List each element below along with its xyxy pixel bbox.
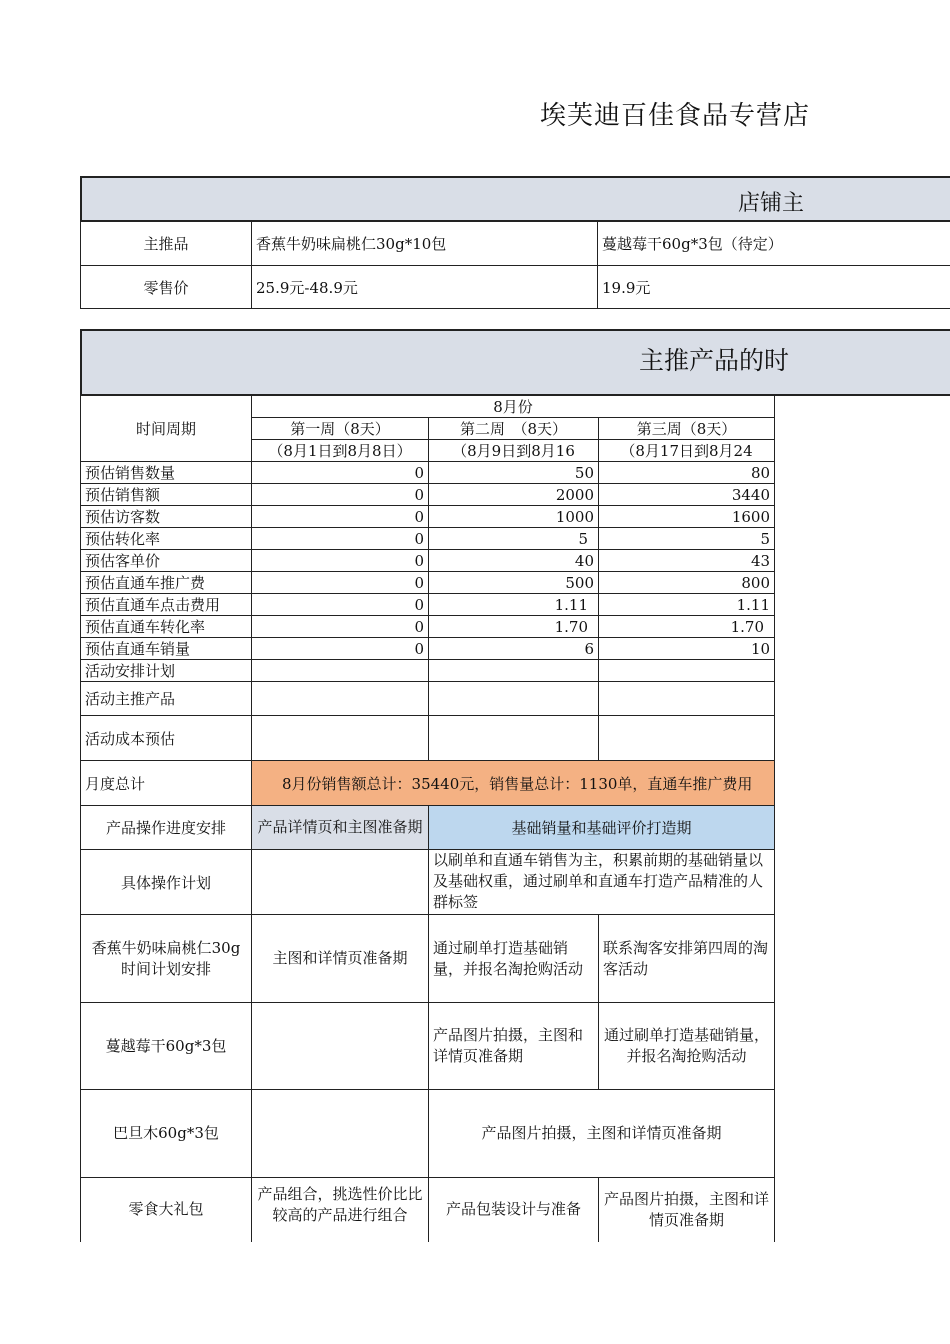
metric-label: 预估直通车转化率 [81, 616, 252, 638]
empty-cell [252, 660, 429, 682]
metric-label: 预估直通车点击费用 [81, 594, 252, 616]
section2-band [80, 329, 950, 396]
month-label: 8月份 [252, 396, 775, 418]
section1-band [80, 176, 950, 222]
empty-cell [599, 716, 775, 761]
product-week2: 产品包装设计与准备 [429, 1178, 599, 1242]
week3-name: 第三周（8天） [599, 418, 775, 440]
progress-week1: 产品详情页和主图准备期 [252, 806, 429, 850]
product-week1 [252, 1090, 429, 1178]
product-week3: 联系淘客安排第四周的淘客活动 [599, 915, 775, 1003]
product-week23: 产品图片拍摄，主图和详情页准备期 [429, 1090, 775, 1178]
retail-price-1: 25.9元-48.9元 [252, 266, 598, 309]
empty-cell [599, 682, 775, 716]
product-label: 零食大礼包 [81, 1178, 252, 1242]
section2-band-title: 主推产品的时 [639, 346, 790, 375]
empty-cell [599, 660, 775, 682]
section1-band-title: 店铺主 [738, 191, 805, 216]
table-row [81, 528, 775, 550]
week1-name: 第一周（8天） [252, 418, 429, 440]
progress-label: 产品操作进度安排 [81, 806, 252, 850]
metric-value: 0 [252, 550, 429, 572]
metric-value: 0 [252, 506, 429, 528]
metric-value: 0 [252, 528, 429, 550]
metric-label: 预估直通车销量 [81, 638, 252, 660]
metric-value: 0 [252, 616, 429, 638]
metric-value: 43 [599, 550, 775, 572]
metric-value: 3440 [599, 484, 775, 506]
metric-value: 1.70 [599, 616, 775, 638]
table-row [81, 222, 950, 266]
main-product-1: 香蕉牛奶味扁桃仁30g*10包 [252, 222, 598, 266]
table-row [81, 484, 775, 506]
metric-label: 预估转化率 [81, 528, 252, 550]
activity-plan-label: 活动安排计划 [81, 660, 252, 682]
product-week3: 通过刷单打造基础销量，并报名淘抢购活动 [599, 1003, 775, 1090]
week2-name: 第二周 （8天） [429, 418, 599, 440]
retail-price-2: 19.9元 [598, 266, 950, 309]
table-row [81, 616, 775, 638]
metric-value: 2000 [429, 484, 599, 506]
table-row [81, 396, 775, 418]
table-row [81, 806, 775, 850]
metric-value: 1.11 [599, 594, 775, 616]
row-label-main-product: 主推品 [81, 222, 252, 266]
row-label-retail-price: 零售价 [81, 266, 252, 309]
section2-table [80, 395, 775, 1242]
metric-value: 800 [599, 572, 775, 594]
week2-range: （8月9日到8月16 [429, 440, 599, 462]
section1-table [80, 221, 950, 309]
table-row [81, 1090, 775, 1178]
week3-range: （8月17日到8月24 [599, 440, 775, 462]
metric-value: 5 [599, 528, 775, 550]
metric-value: 0 [252, 462, 429, 484]
activity-product-label: 活动主推产品 [81, 682, 252, 716]
table-row [81, 850, 775, 915]
plan-label: 具体操作计划 [81, 850, 252, 915]
metric-value: 1.11 [429, 594, 599, 616]
main-product-2: 蔓越莓干60g*3包（待定） [598, 222, 950, 266]
table-row [81, 915, 775, 1003]
table-row [81, 638, 775, 660]
metric-value: 500 [429, 572, 599, 594]
empty-cell [252, 716, 429, 761]
period-label: 时间周期 [81, 396, 252, 462]
metric-value: 0 [252, 484, 429, 506]
metric-value: 5 [429, 528, 599, 550]
table-row [81, 572, 775, 594]
table-row [81, 660, 775, 682]
empty-cell [429, 716, 599, 761]
product-week3: 产品图片拍摄，主图和详情页准备期 [599, 1178, 775, 1242]
product-week2: 产品图片拍摄，主图和详情页准备期 [429, 1003, 599, 1090]
metric-value: 40 [429, 550, 599, 572]
table-row [81, 682, 775, 716]
table-row [81, 761, 775, 806]
metric-value: 1000 [429, 506, 599, 528]
table-row [81, 266, 950, 309]
metric-label: 预估访客数 [81, 506, 252, 528]
metric-label: 预估客单价 [81, 550, 252, 572]
metric-label: 预估销售数量 [81, 462, 252, 484]
metric-label: 预估直通车推广费 [81, 572, 252, 594]
table-row [81, 506, 775, 528]
product-label: 蔓越莓干60g*3包 [81, 1003, 252, 1090]
metric-label: 预估销售额 [81, 484, 252, 506]
product-week1: 主图和详情页准备期 [252, 915, 429, 1003]
table-row [81, 550, 775, 572]
metric-value: 50 [429, 462, 599, 484]
store-title: 埃芙迪百佳食品专营店 [540, 101, 811, 131]
empty-cell [252, 682, 429, 716]
product-label: 香蕉牛奶味扁桃仁30g时间计划安排 [81, 915, 252, 1003]
empty-cell [252, 850, 429, 915]
table-row [81, 716, 775, 761]
metric-value: 0 [252, 594, 429, 616]
activity-cost-label: 活动成本预估 [81, 716, 252, 761]
plan-text: 以刷单和直通车销售为主，积累前期的基础销量以及基础权重，通过刷单和直通车打造产品精准的人群标签 [429, 850, 775, 915]
product-week1: 产品组合，挑选性价比比较高的产品进行组合 [252, 1178, 429, 1242]
product-label: 巴旦木60g*3包 [81, 1090, 252, 1178]
metric-value: 0 [252, 638, 429, 660]
product-week1 [252, 1003, 429, 1090]
table-row [81, 1178, 775, 1242]
empty-cell [429, 660, 599, 682]
metric-value: 1600 [599, 506, 775, 528]
table-row [81, 462, 775, 484]
table-row [81, 1003, 775, 1090]
monthly-total-label: 月度总计 [81, 761, 252, 806]
monthly-total-text: 8月份销售额总计：35440元，销售量总计：1130单，直通车推广费用 [252, 761, 775, 806]
metric-value: 80 [599, 462, 775, 484]
metric-value: 10 [599, 638, 775, 660]
progress-week23: 基础销量和基础评价打造期 [429, 806, 775, 850]
table-row [81, 594, 775, 616]
metric-value: 6 [429, 638, 599, 660]
metric-value: 1.70 [429, 616, 599, 638]
week1-range: （8月1日到8月8日） [252, 440, 429, 462]
empty-cell [429, 682, 599, 716]
metric-value: 0 [252, 572, 429, 594]
product-week2: 通过刷单打造基础销量，并报名淘抢购活动 [429, 915, 599, 1003]
